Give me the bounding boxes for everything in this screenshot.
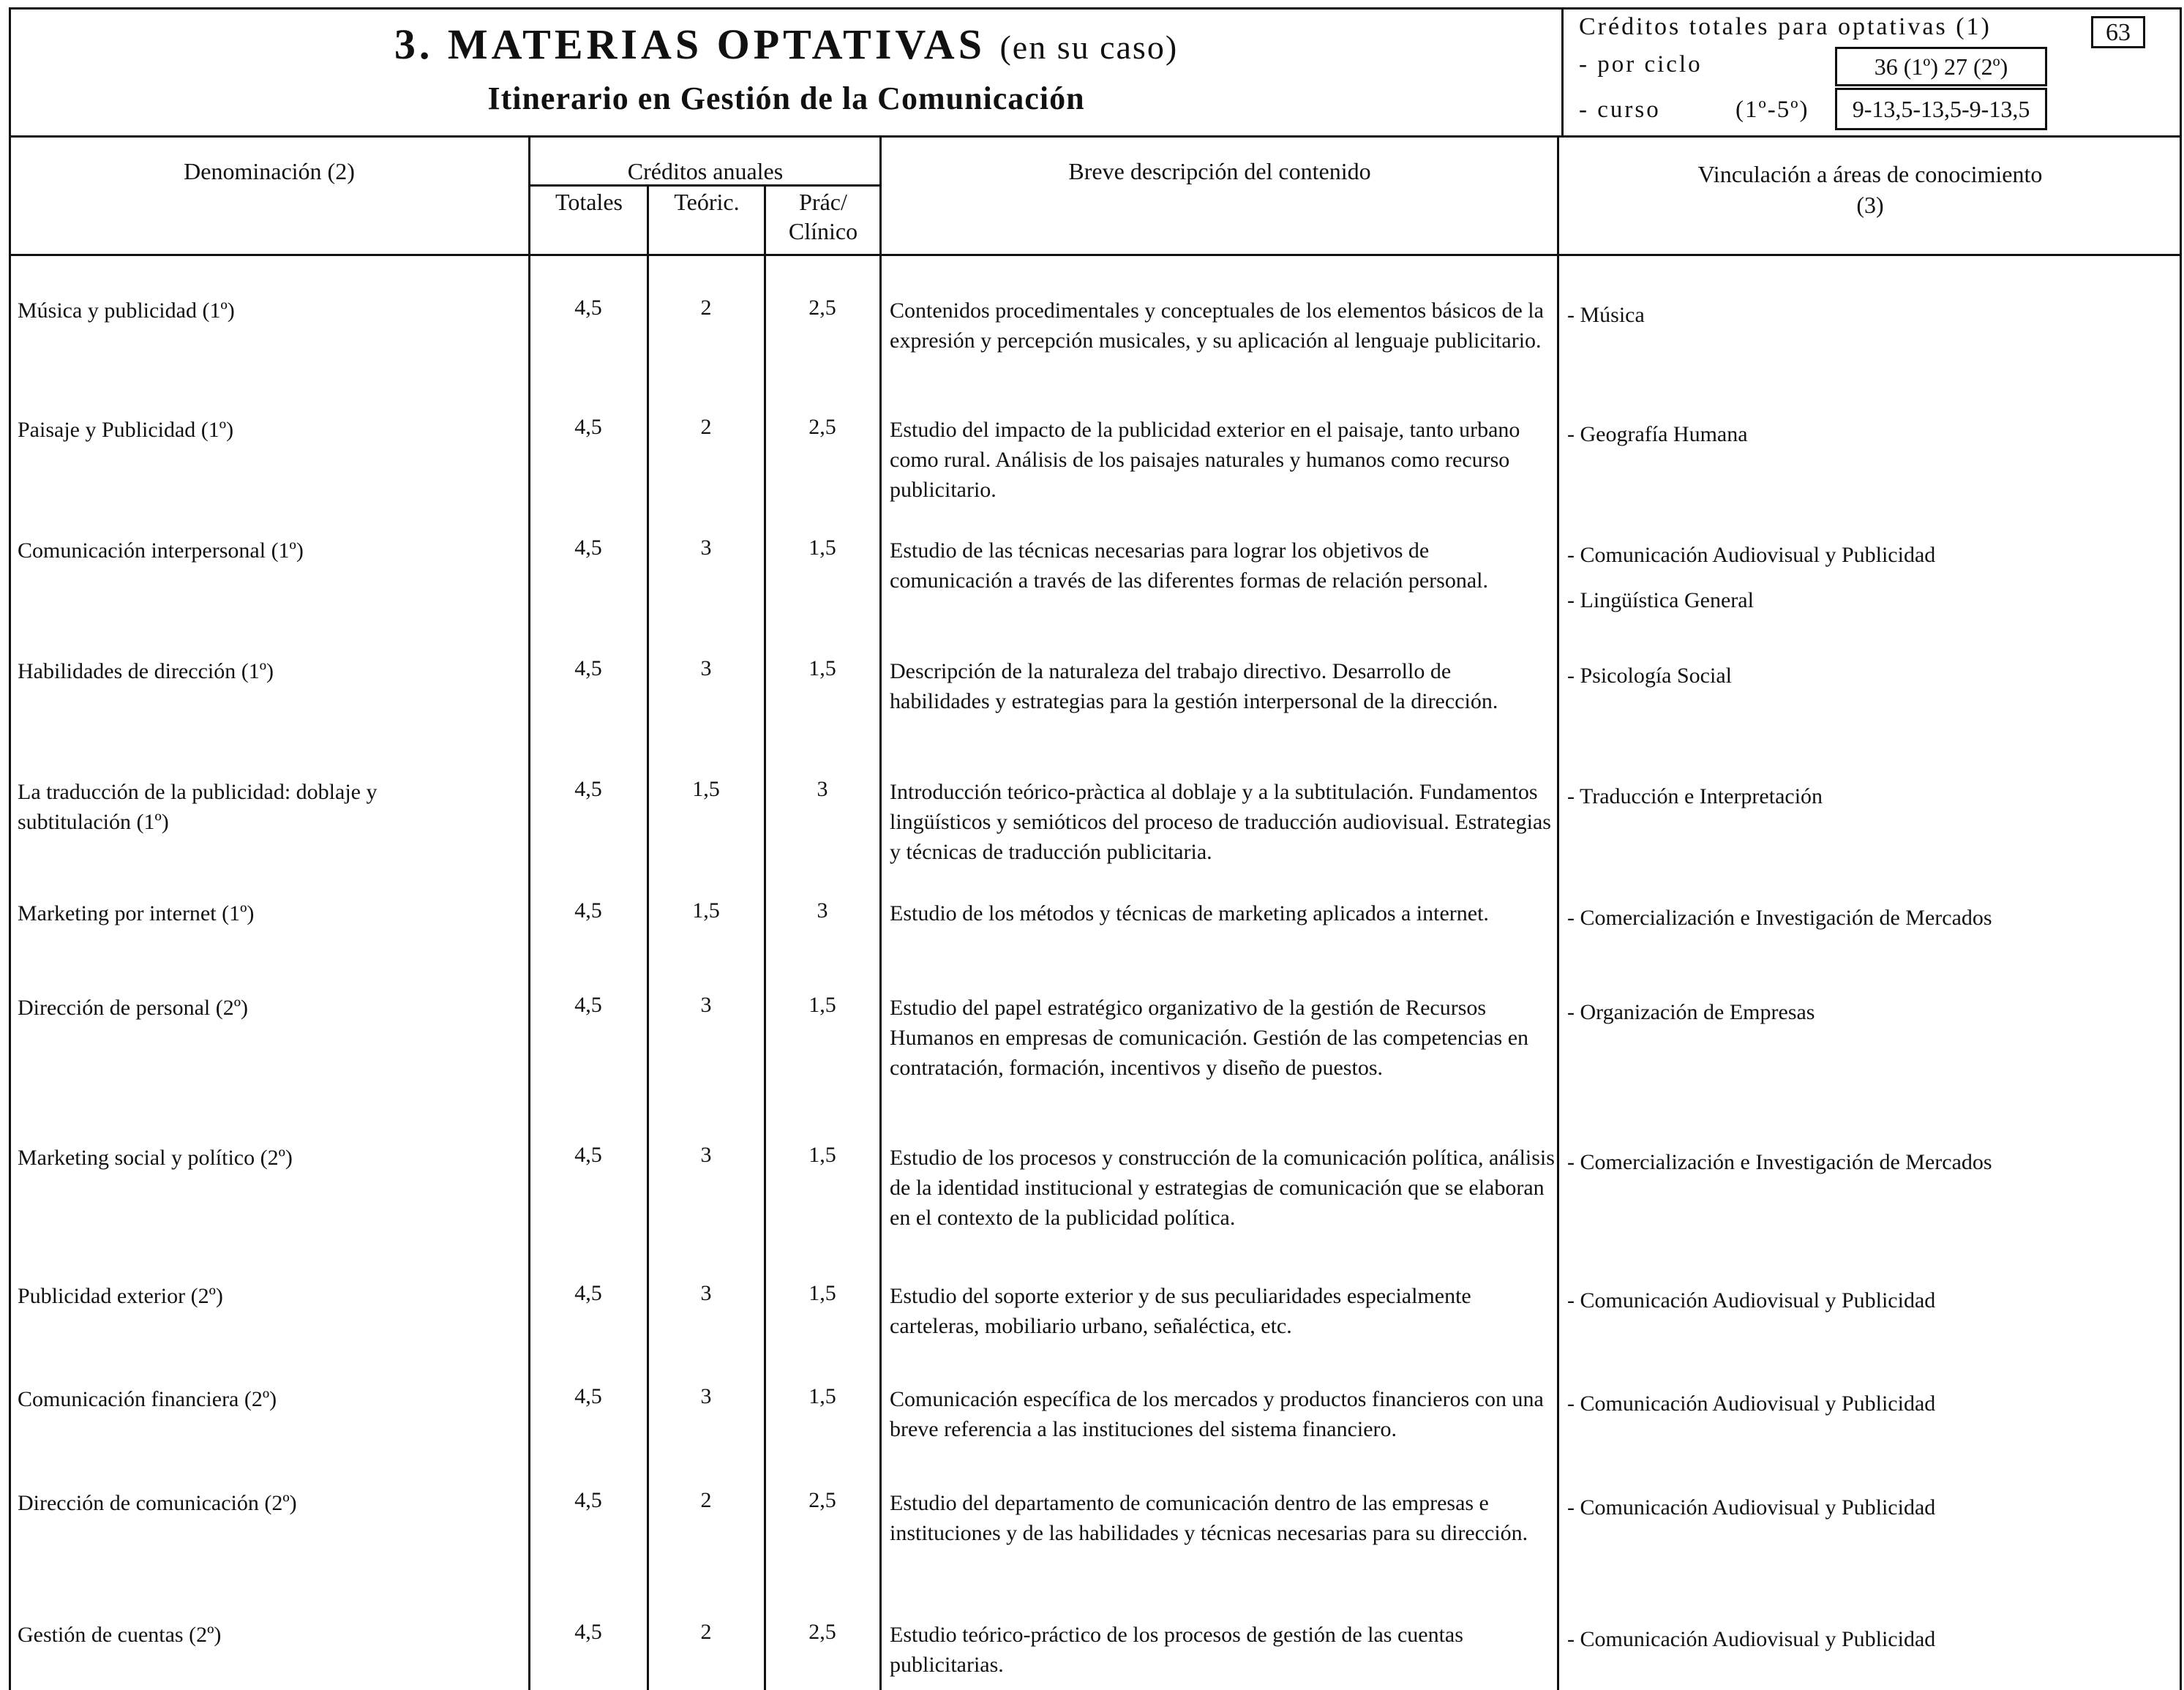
course-name: Marketing social y político (2º)	[18, 1146, 293, 1170]
credits-teoricos: 1,5	[692, 777, 720, 801]
body-col-divider	[647, 256, 649, 1690]
knowledge-area: - Música	[1567, 303, 1645, 327]
credits-teoricos: 3	[700, 1143, 712, 1167]
credits-teoricos: 3	[700, 656, 712, 680]
credits-practicos: 3	[817, 898, 828, 923]
col-descripcion: Breve descripción del contenido	[1068, 158, 1371, 184]
credits-totales: 4,5	[574, 777, 602, 801]
credits-teoricos: 3	[700, 993, 712, 1017]
knowledge-area: - Psicología Social	[1567, 664, 1732, 688]
body-col-divider	[1557, 256, 1559, 1690]
credits-practicos: 2,5	[808, 1488, 836, 1512]
credits-totales: 4,5	[574, 1281, 602, 1305]
credits-totales: 4,5	[574, 656, 602, 680]
per-course-years: (1º-5º)	[1735, 97, 1809, 123]
credits-totales: 4,5	[574, 1488, 602, 1512]
course-description: Introducción teórico-pràctica al doblaje y a la subtitulación. Fundamentos lingüísticos y semióticos del proceso de traducción audiovisual. Estrategias y técnicas de traducción publicitaria.	[890, 780, 1551, 864]
credits-totales: 4,5	[574, 536, 602, 560]
course-name: Dirección de personal (2º)	[18, 996, 248, 1020]
credits-practicos: 2,5	[808, 1620, 836, 1644]
course-description: Estudio del departamento de comunicación dentro de las empresas e instituciones y de las habilidades y técnicas necesarias para su dirección.	[890, 1491, 1528, 1545]
col-totales: Totales	[555, 189, 623, 215]
col-vinculacion-line2: (3)	[1856, 192, 1884, 218]
per-cycle-label: - por ciclo	[1579, 51, 1703, 78]
course-description: Estudio del papel estratégico organizativo de la gestión de Recursos Humanos en empresas de comunicación. Gestión de las competencias en contratación, formación, incentivos y diseño de puestos.	[890, 996, 1529, 1080]
col-divider	[528, 138, 530, 256]
credits-practicos: 1,5	[808, 536, 836, 560]
col-divider	[879, 138, 882, 256]
credits-totales: 4,5	[574, 993, 602, 1017]
credits-label: Créditos totales para optativas (1)	[1579, 13, 1992, 40]
course-description: Estudio teórico-práctico de los procesos de gestión de las cuentas publicitarias.	[890, 1623, 1463, 1677]
col-denominacion: Denominación (2)	[184, 158, 355, 184]
col-divider	[647, 184, 649, 256]
col-divider	[1557, 138, 1559, 256]
credits-totales: 4,5	[574, 296, 602, 320]
credits-teoricos: 3	[700, 536, 712, 560]
per-course-label: - curso	[1579, 97, 1661, 123]
course-name: Paisaje y Publicidad (1º)	[18, 418, 234, 442]
credits-totales: 4,5	[574, 415, 602, 439]
credits-teoricos: 2	[700, 296, 712, 320]
course-name: Dirección de comunicación (2º)	[18, 1491, 297, 1515]
knowledge-area: - Geografía Humana	[1567, 422, 1748, 446]
credits-total-box: 63	[2091, 16, 2145, 48]
credits-totales: 4,5	[574, 1620, 602, 1644]
credits-practicos: 1,5	[808, 1143, 836, 1167]
credits-teoricos: 2	[700, 1488, 712, 1512]
credits-practicos: 2,5	[808, 296, 836, 320]
course-description: Estudio de las técnicas necesarias para lograr los objetivos de comunicación a través de las diferentes formas de relación personal.	[890, 538, 1488, 593]
course-description: Estudio de los métodos y técnicas de marketing aplicados a internet.	[890, 901, 1489, 925]
page-subtitle: Itinerario en Gestión de la Comunicación	[487, 80, 1085, 116]
credits-totales: 4,5	[574, 1143, 602, 1167]
credits-practicos: 1,5	[808, 1384, 836, 1408]
credits-practicos: 2,5	[808, 415, 836, 439]
title-block	[11, 10, 1564, 135]
knowledge-area: - Lingüística General	[1567, 588, 1754, 612]
credits-teoricos: 2	[700, 415, 712, 439]
course-name: Comunicación financiera (2º)	[18, 1387, 277, 1411]
course-description: Estudio del soporte exterior y de sus peculiaridades especialmente carteleras, mobiliario urbano, señaléctica, etc.	[890, 1284, 1471, 1338]
course-description: Estudio de los procesos y construcción de la comunicación política, análisis de la identidad institucional y estrategias de comunicación que se elaboran en el contexto de la publicidad política.	[890, 1146, 1555, 1230]
title-number: 3.	[394, 20, 434, 68]
creditos-divider	[530, 184, 881, 187]
knowledge-area: - Organización de Empresas	[1567, 1000, 1815, 1024]
knowledge-area: - Comunicación Audiovisual y Publicidad	[1567, 1392, 1936, 1416]
credits-practicos: 1,5	[808, 1281, 836, 1305]
credits-totales: 4,5	[574, 1384, 602, 1408]
course-name: Música y publicidad (1º)	[18, 298, 235, 323]
credits-teoricos: 2	[700, 1620, 712, 1644]
col-vinculacion-line1: Vinculación a áreas de conocimiento	[1697, 161, 2043, 187]
knowledge-area: - Comunicación Audiovisual y Publicidad	[1567, 1495, 1936, 1520]
course-name: Comunicación interpersonal (1º)	[18, 538, 304, 563]
knowledge-area: - Comunicación Audiovisual y Publicidad	[1567, 543, 1936, 567]
credits-teoricos: 1,5	[692, 898, 720, 923]
credits-totales: 4,5	[574, 898, 602, 923]
title-suffix: (en su caso)	[999, 29, 1179, 66]
course-name: Gestión de cuentas (2º)	[18, 1623, 222, 1647]
col-teoricos: Teóric.	[674, 189, 740, 215]
per-course-value-box: 9-13,5-13,5-9-13,5	[1835, 88, 2047, 130]
course-name: La traducción de la publicidad: doblaje y subtitulación (1º)	[18, 780, 378, 834]
credits-practicos: 1,5	[808, 656, 836, 680]
col-creditos-anuales: Créditos anuales	[627, 158, 784, 184]
credits-teoricos: 3	[700, 1384, 712, 1408]
course-name: Habilidades de dirección (1º)	[18, 659, 274, 683]
body-right-border	[2180, 256, 2182, 1690]
knowledge-area: - Traducción e Interpretación	[1567, 784, 1823, 808]
course-description: Comunicación específica de los mercados y productos financieros con una breve referencia a las instituciones del sistema financiero.	[890, 1387, 1544, 1441]
body-col-divider	[879, 256, 882, 1690]
body-col-divider	[528, 256, 530, 1690]
knowledge-area: - Comunicación Audiovisual y Publicidad	[1567, 1627, 1936, 1651]
course-description: Descripción de la naturaleza del trabajo directivo. Desarrollo de habilidades y estrategias para la gestión interpersonal de la dirección.	[890, 659, 1498, 713]
col-divider	[764, 184, 766, 256]
col-practicos-line1: Prác/	[799, 189, 847, 215]
credits-practicos: 1,5	[808, 993, 836, 1017]
course-name: Marketing por internet (1º)	[18, 901, 255, 925]
knowledge-area: - Comunicación Audiovisual y Publicidad	[1567, 1288, 1936, 1312]
course-description: Estudio del impacto de la publicidad exterior en el paisaje, tanto urbano como rural. Análisis de los paisajes naturales y humanos como recurso publicitario.	[890, 418, 1520, 502]
per-cycle-value-box: 36 (1º) 27 (2º)	[1835, 47, 2047, 86]
col-practicos-line2: Clínico	[788, 218, 858, 244]
course-name: Publicidad exterior (2º)	[18, 1284, 223, 1308]
body-col-divider	[764, 256, 766, 1690]
knowledge-area: - Comercialización e Investigación de Mercados	[1567, 1150, 1992, 1174]
page-title	[11, 20, 1561, 69]
credits-practicos: 3	[817, 777, 828, 801]
title-main-text: MATERIAS OPTATIVAS	[447, 20, 986, 68]
credits-teoricos: 3	[700, 1281, 712, 1305]
body-left-border	[9, 256, 11, 1690]
knowledge-area: - Comercialización e Investigación de Mercados	[1567, 906, 1992, 930]
course-description: Contenidos procedimentales y conceptuales de los elementos básicos de la expresión y percepción musicales, y su aplicación al lenguaje publicitario.	[890, 298, 1544, 353]
